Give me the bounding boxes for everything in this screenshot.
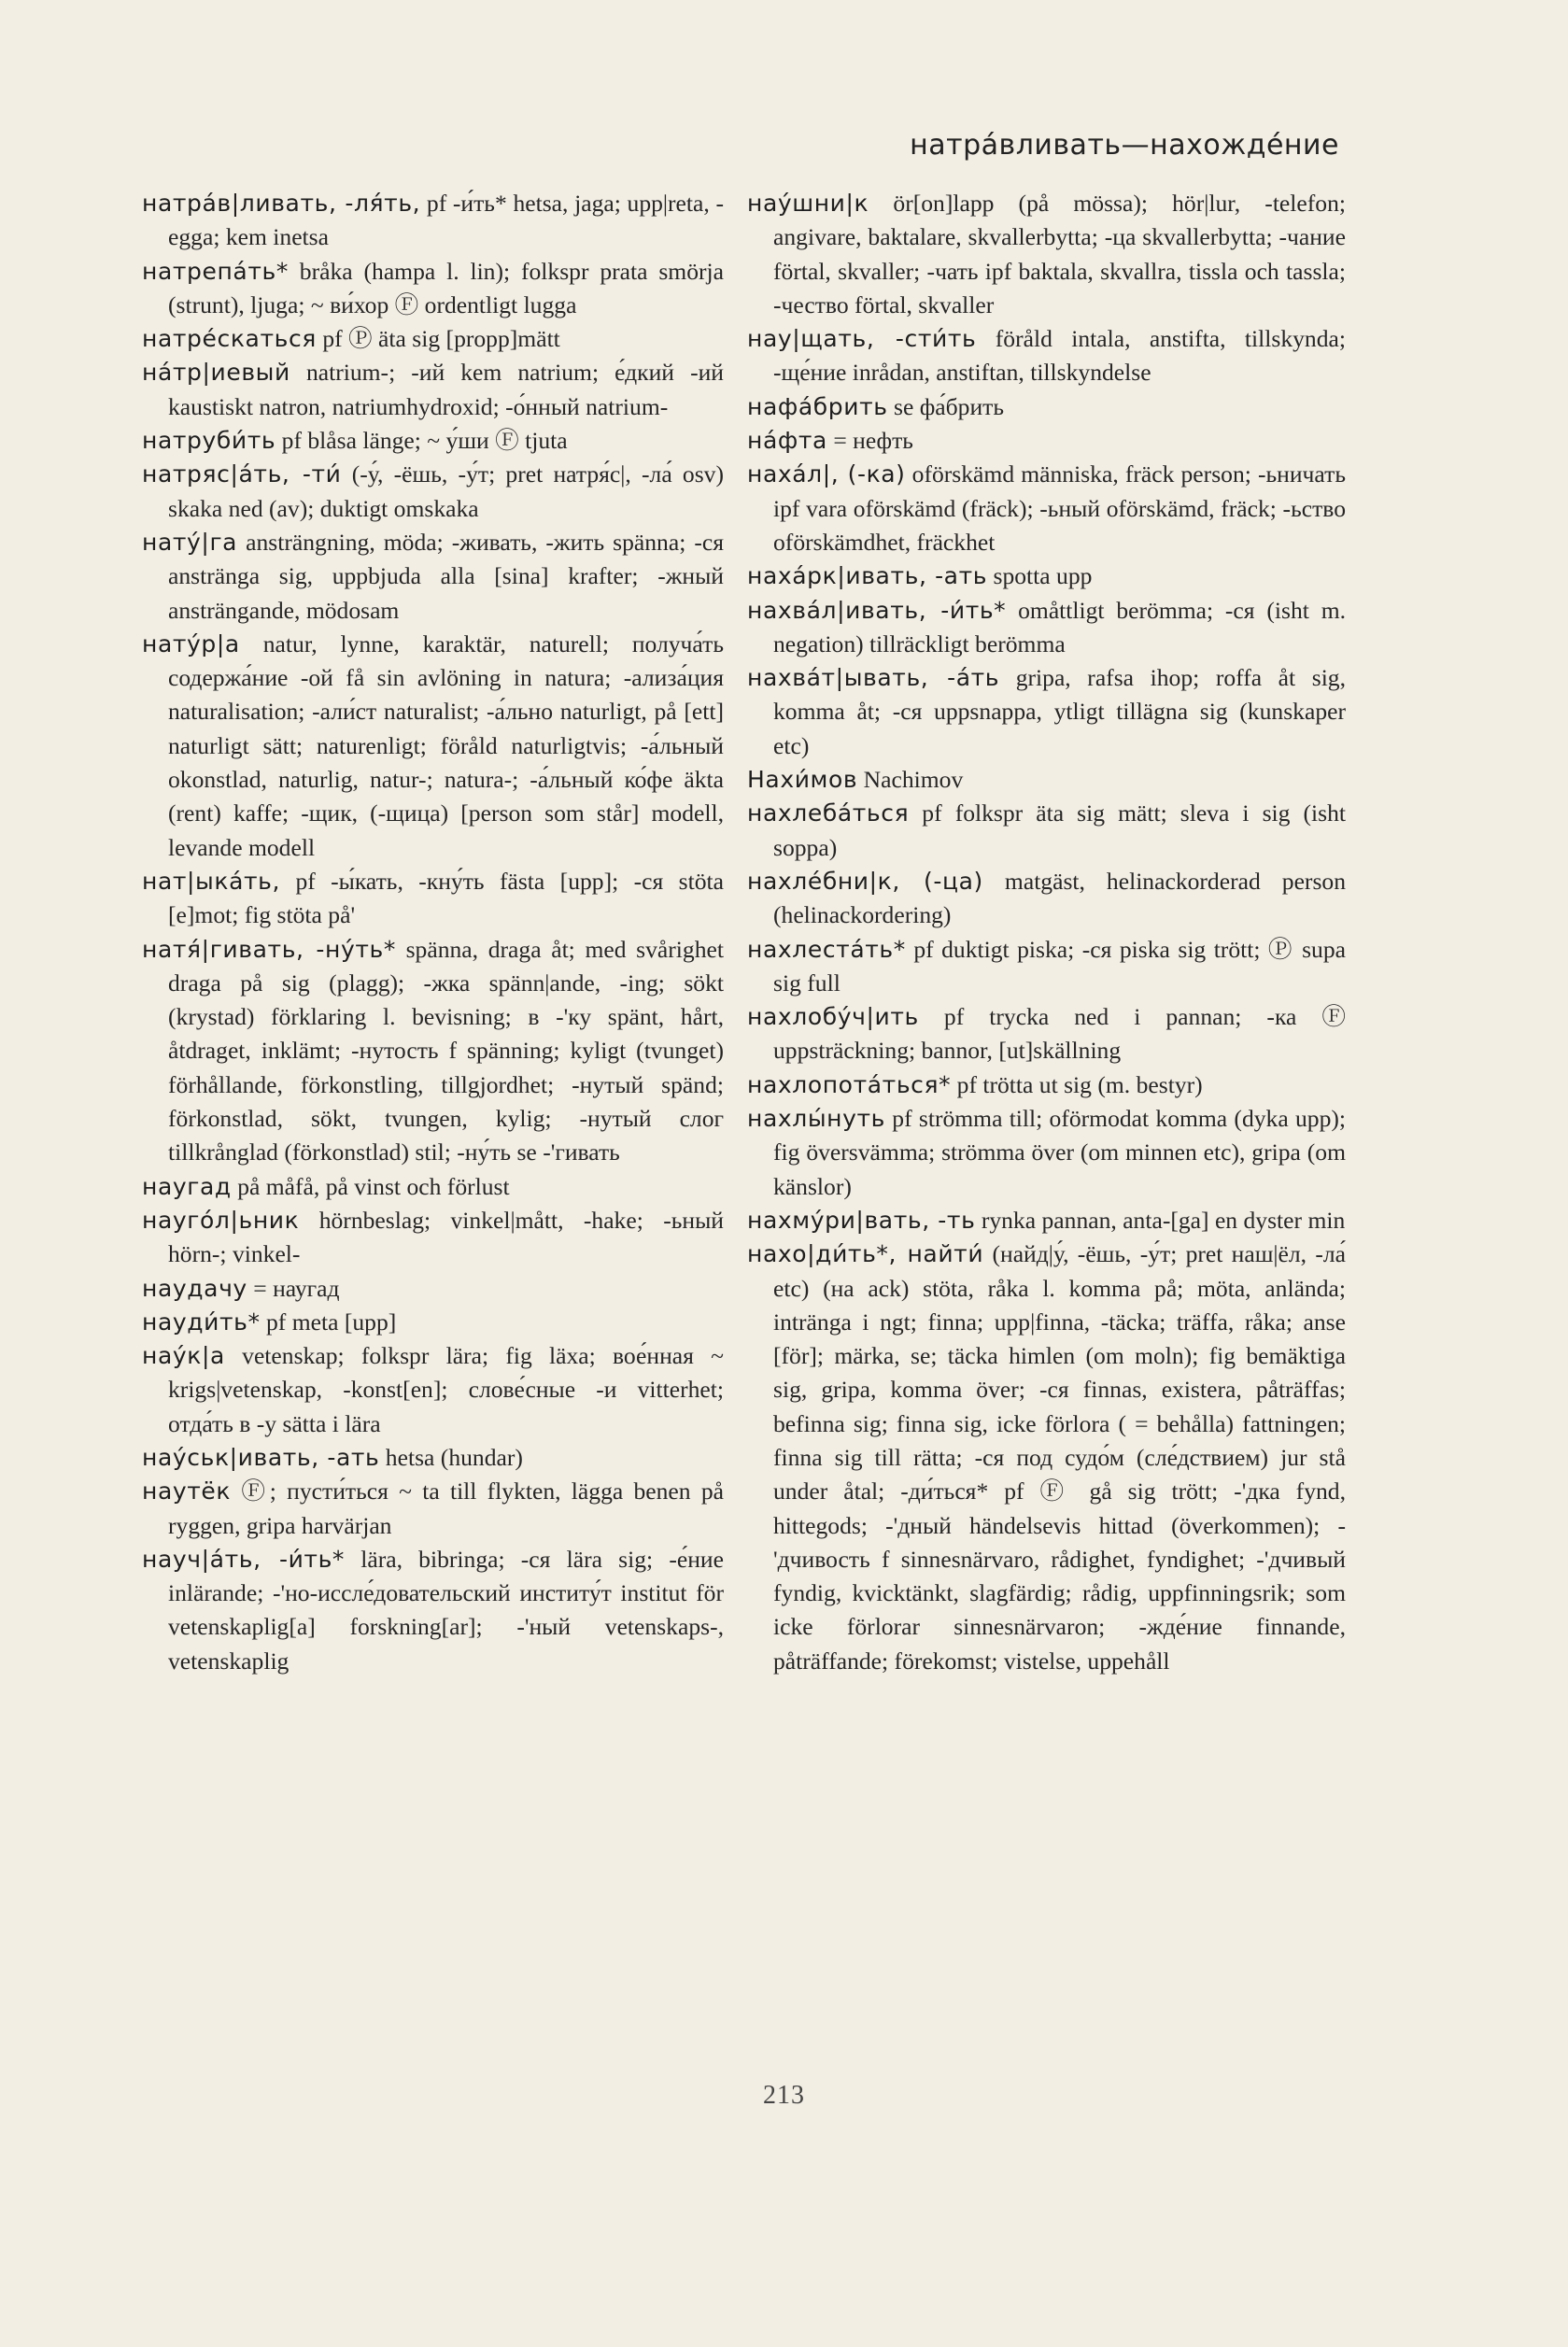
definition: spotta upp [987,562,1093,590]
dictionary-entry [747,865,1347,933]
dictionary-entry [747,1000,1346,1068]
definition: pf folkspr äta sig mätt; sleva i sig (isht soppa) [773,799,1346,861]
dictionary-entry [747,1068,1346,1102]
dictionary-entry [142,458,725,526]
definition: pf strömma till; oförmodat komma (dyka upp); fig översvämma; strömma över (om minnen etc), gripa (om känslor) [773,1105,1346,1200]
headword: нау́ськ|ивать, -ать [142,1443,380,1471]
definition: pf trycka ned i pannan; -ка Ⓕ uppsträckning; bannor, [ut]skällning [773,1003,1346,1065]
definition: Ⓕ; пусти́ться ~ ta till flykten, lägga benen på ryggen, gripa harvärjan [168,1477,724,1539]
headword: наха́рк|ивать, -ать [747,562,988,590]
definition: pf -и́ть* hetsa, jaga; upp|reta, -egga; kem inetsa [168,190,724,251]
definition: rynka pannan, anta-[ga] en dyster min [975,1206,1346,1234]
definition: oförskämd människa, fräck person; -ьничать ipf vara oförskämd (fräck); -ьный oförskämd, fräck; -ьство oförskämdhet, fräckhet [773,460,1346,556]
right-column [747,187,1346,1678]
headword: нахлобу́ч|ить [747,1003,919,1031]
headword: нау́к|а [142,1342,225,1370]
dictionary-entry [142,933,724,1170]
headword: нахле́бни|к, (-ца) [747,867,983,895]
headword: науго́л|ьник [142,1206,300,1234]
definition: hetsa (hundar) [379,1443,523,1471]
definition: Nachimov [857,766,964,794]
definition: natur, lynne, karaktär, naturell; получа́ть содержа́ние -ой få sin avlöning in natura; -ализа́ция naturalisation; -али́ст naturalist; -а́льно naturligt, på [ett] naturligt sätt; naturenligt; föråld naturligtvis; -а́льный okonstlad, naturlig, natur-; natura-; -а́льный ко́фе äkta (rent) kaffe; -щик, (-щица) [person som står] modell, levande modell [168,629,724,861]
headword: нат|ыка́ть, [142,867,281,895]
headword: нату́|га [142,528,238,556]
headword: нахлы́нуть [747,1105,886,1133]
dictionary-entry [142,526,724,628]
headword: Нахи́мов [747,766,858,794]
definition: = нефть [826,427,913,455]
dictionary-entry [747,458,1346,559]
definition: pf duktigt piska; -ся piska sig trött; Ⓟ supa sig full [773,935,1346,997]
definition: på måfå, på vinst och förlust [231,1172,510,1200]
dictionary-entry [142,1272,724,1306]
headword: нахва́т|ывать, -а́ть [747,664,1000,692]
headword: натра́в|ливать, -ля́ть, [142,190,421,217]
headword: натре́скаться [142,325,317,353]
dictionary-entry [142,628,724,865]
dictionary-entry [747,559,1346,593]
headword: наха́л|, (-ка) [747,460,906,488]
dictionary-entry [747,594,1346,662]
headword: нахму́ри|вать, -ть [747,1206,976,1234]
headword: натруби́ть [142,427,276,455]
dictionary-entry [142,1475,724,1543]
headword: нату́р|а [142,629,240,657]
headword: науч|а́ть, -и́ть* [142,1545,346,1573]
dictionary-entry [747,1204,1346,1237]
dictionary-entry [142,322,724,356]
headword: нафа́брить [747,392,888,420]
dictionary-entry [142,1543,724,1678]
definition: lära, bibringa; -ся lära sig; -е́ние inlärande; -'но-иссле́довательский институ́т institut för vetenskaplig[a] forskning[ar]; -'ный vetenskaps-, vetenskaplig [168,1545,724,1675]
definition: ör[on]lapp (på mössa); hör|lur, -telefon; angivare, baktalare, skvallerbytta; -ца skvallerbytta; -чание förtal, skvaller; -чать ipf baktala, skvallra, tissla och tassla; -чество förtal, skvaller [773,190,1346,318]
dictionary-entry [747,322,1346,390]
headword: нау|щать, -сти́ть [747,325,977,353]
headword: нау́шни|к [747,190,869,217]
definition: gripa, rafsa ihop; roffa åt sig, komma åt; -ся uppsnappa, ytligt tillägna sig (kunskaper etc) [773,664,1347,759]
definition: pf meta [upp] [260,1308,397,1336]
headword: на́фта [747,427,827,455]
headword: нахлеста́ть* [747,935,906,963]
definition: (-у́, -ёшь, -у́т; pret натря́с|, -ла́ osv) skaka ned (av); duktigt omskaka [168,460,725,522]
dictionary-entry [747,390,1346,424]
dictionary-entry [142,1204,724,1272]
dictionary-entry [142,187,724,255]
definition: pf blåsa länge; ~ у́ши Ⓕ tjuta [275,427,568,455]
headword: натрепа́ть* [142,257,289,285]
headword: нахлеба́ться [747,799,910,827]
definition: bråka (hampa l. lin); folkspr prata smörja (strunt), ljuga; ~ ви́хор Ⓕ ordentligt lugga [168,257,724,318]
dictionary-entry [747,797,1346,865]
headword: натя́|гивать, -ну́ть* [142,935,396,963]
headword: науди́ть* [142,1308,261,1336]
page-header: натра́вливать—нахожде́ние [910,129,1339,162]
headword: нахлопота́ться* [747,1070,952,1098]
left-column [142,187,724,1678]
dictionary-entry [747,424,1346,458]
dictionary-entry [747,1102,1346,1204]
definition: vetenskap; folkspr lära; fig läxa; вое́нная ~ krigs|vetenskap, -konst[en]; слове́сные -и vitterhet; отда́ть в -у sätta i lära [168,1342,724,1437]
definition: pf -ы́кать, -кну́ть fästa [upp]; -ся stöta [e]mot; fig stöta på' [168,867,724,929]
headword: нахо|ди́ть*, найти́ [747,1240,984,1268]
dictionary-entry [142,255,724,323]
headword: наутёк [142,1477,232,1506]
dictionary-entry [142,1170,724,1204]
definition: föråld intala, anstifta, tillskynda; -ще́ние inrådan, anstiftan, tillskyndelse [773,325,1346,387]
definition: se фа́брить [887,392,1005,420]
definition: (найд|у́, -ёшь, -у́т; pret наш|ёл, -ла́ etc) (на ack) stöta, råka l. komma på; möta, anlända; intränga i ngt; finna; upp|finna, -täcka; träffa, råka; anse [för]; märka, se; täcka himlen (om moln); fig bemäktiga sig, gripa, komma över; -ся finnas, existera, påträffas; befinna sig; finna sig, icke förlora ( = behålla) fattningen; finna sig till rätta; -ся под судо́м (сле́дствием) jur stå under åtal; -ди́ться* pf Ⓕ gå sig trött; -'дка fynd, hittegods; -'дный händelsevis hittad (överkommen); -'дчивость f sinnesnärvaro, rådighet, fyndighet; -'дчивый fyndig, kvicktänkt, slagfärdig; rådig, uppfinningsrik; som icke förlorar sinnesnärvaron; -жде́ние finnande, påträffande; förekomst; vistelse, uppehåll [773,1240,1346,1675]
dictionary-entry [747,763,1346,797]
definition: pf Ⓟ äta sig [propp]mätt [316,325,560,353]
headword: наудачу [142,1274,247,1302]
dictionary-entry [747,1237,1346,1678]
headword: натряс|а́ть, -ти́ [142,460,342,488]
dictionary-entry [142,865,724,933]
dictionary-entry [142,356,724,424]
dictionary-entry [142,424,724,458]
definition: natrium-; -ий kem natrium; е́дкий -ий kaustiskt natron, natriumhydroxid; -о́нный natrium- [168,359,724,420]
headword: наугад [142,1172,232,1200]
definition: spänna, draga åt; med svårighet draga på sig (plagg); -жка spänn|ande, -ing; sökt (krystad) förklaring l. bevisning; в -'ку spänt, hårt, åtdraget, inklämt; -нутость f spänning; kyligt (tvunget) förhållande, förkonstling, tillgjordhet; -нутый spänd; förkonstlad, sökt, tvungen, kylig; -нутый слог tillkrånglad (förkonstlad) stil; -ну́ть se -'гивать [168,935,724,1166]
definition: hörnbeslag; vinkel|mått, -hake; -ьный hörn-; vinkel- [168,1206,724,1268]
dictionary-entry [142,1306,724,1339]
definition: omåttligt berömma; -ся (isht m. negation) tillräckligt berömma [773,596,1346,657]
headword: нахва́л|ивать, -и́ть* [747,596,1007,624]
dictionary-entry [747,933,1346,1001]
dictionary-entry [142,1441,724,1475]
dictionary-entry [142,1339,724,1441]
dictionary-entry [747,661,1347,763]
headword: на́тр|иевый [142,359,290,387]
definition: pf trötta ut sig (m. bestyr) [951,1070,1203,1098]
dictionary-entry [747,187,1346,322]
definition: = наугад [247,1274,340,1302]
definition: matgäst, helinackorderad person (helinackordering) [773,867,1347,929]
page-number: 213 [763,2081,805,2110]
definition: ansträngning, möda; -живать, -жить spänna; -ся anstränga sig, uppbjuda alla [sina] krafter; -жный ansträngande, mödosam [168,528,724,624]
